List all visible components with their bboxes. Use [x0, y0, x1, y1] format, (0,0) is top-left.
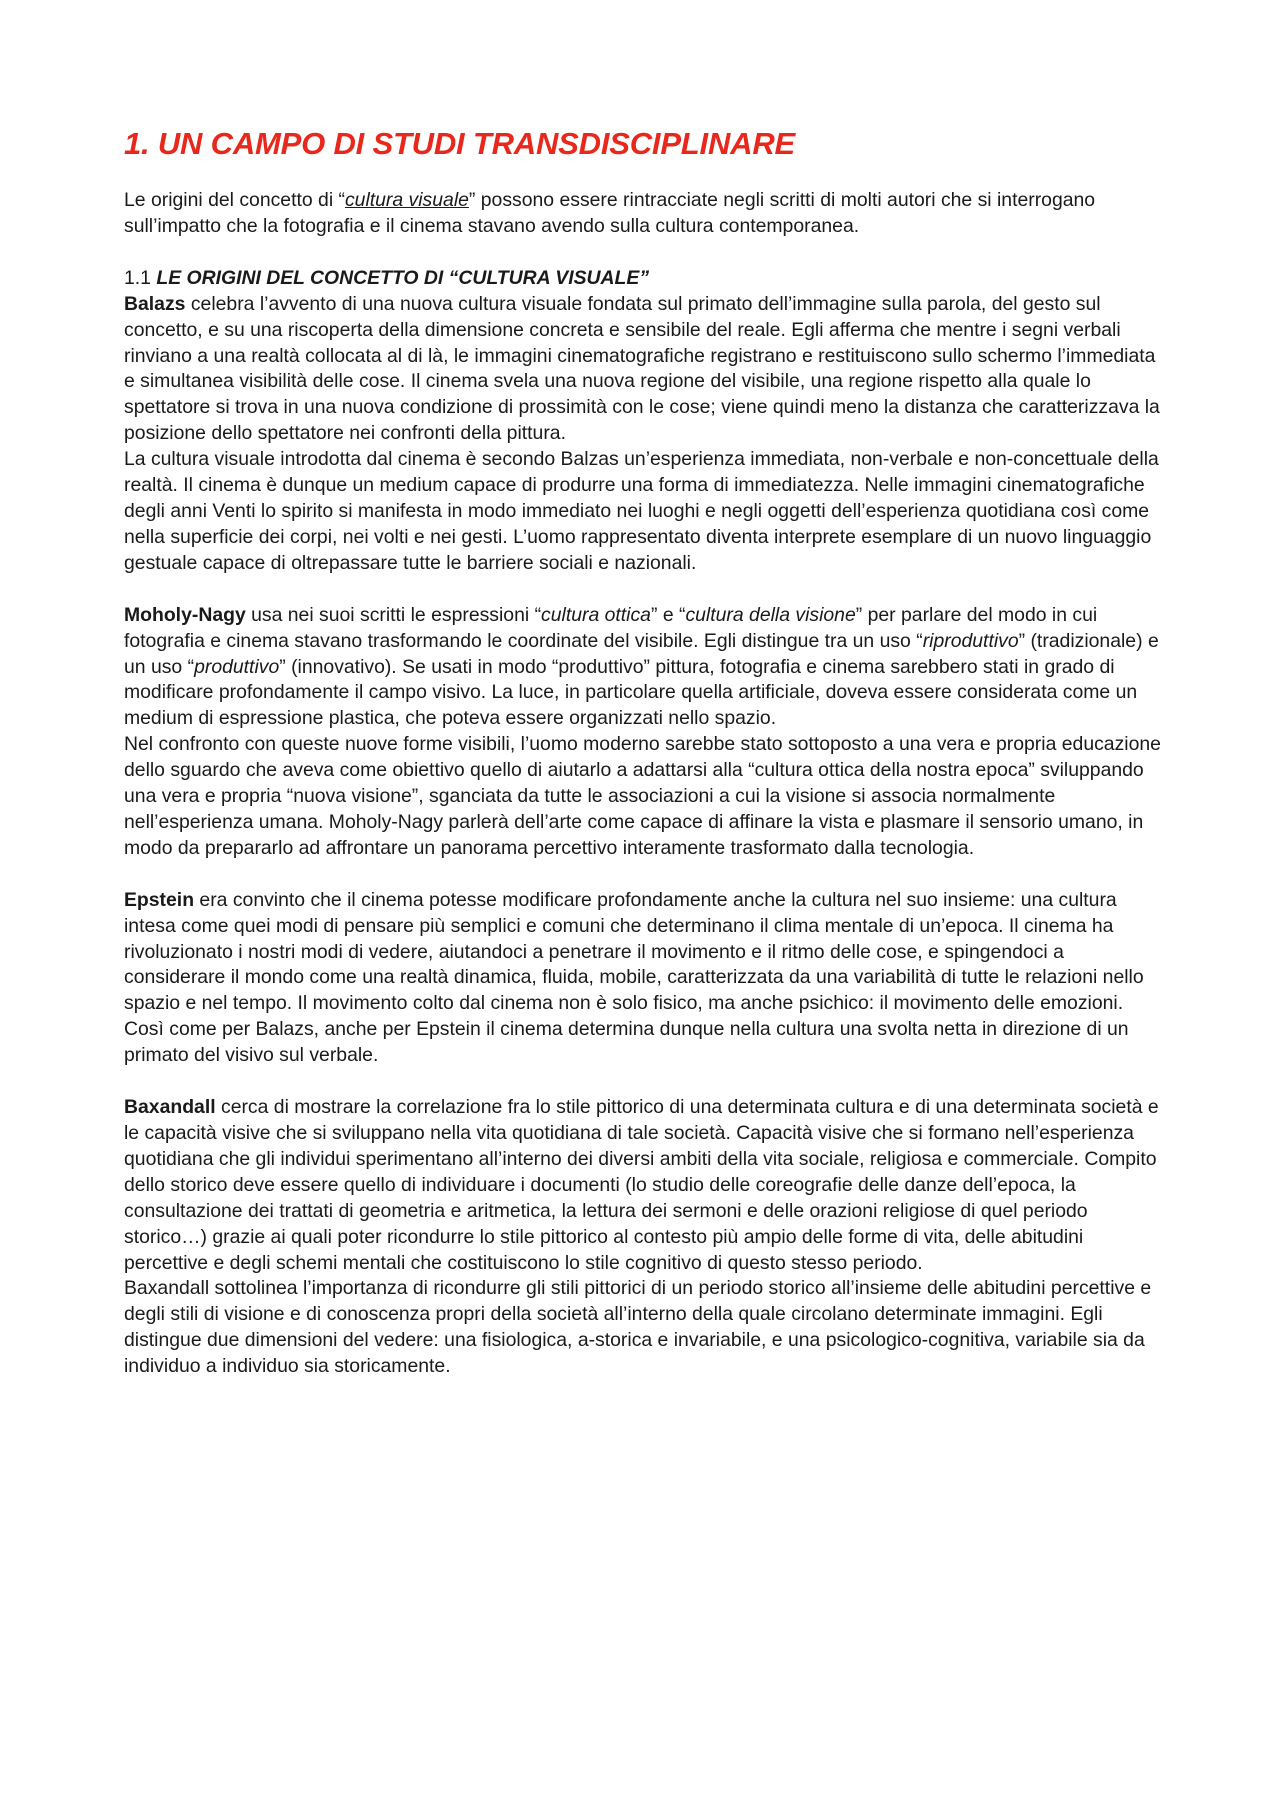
- moholy-term-1: cultura ottica: [541, 603, 651, 626]
- author-name-baxandall: Baxandall: [124, 1096, 216, 1119]
- epstein-text-1: era convinto che il cinema potesse modificare profondamente anche la cultura nel suo insieme: una cultura intesa come quei modi di pensare più semplici e comuni che determinano il clima mentale di un’epoca. Il cinema ha rivoluzionato i nostri modi di vedere, aiutandoci a penetrare il movimento e il ritmo delle cose, e spingendoci a considerare il mondo come una realtà dinamica, fluida, mobile, caratterizzata da una variabilità di tutte le relazioni nello spazio e nel tempo. Il movimento colto dal cinema non è solo fisico, ma anche psichico: il movimento delle emozioni.: [124, 888, 1144, 1015]
- spacer: [124, 240, 1164, 266]
- chapter-title: 1. UN CAMPO DI STUDI TRANSDISCIPLINARE: [124, 126, 795, 161]
- moholy-text-s2: ” e “: [650, 603, 686, 626]
- epstein-paragraph-2: Così come per Balazs, anche per Epstein il cinema determina dunque nella cultura una svolta netta in direzione di un primato del visivo sul verbale.: [124, 1018, 1129, 1067]
- moholy-paragraph-1: [124, 603, 1164, 733]
- intro-text-before: Le origini del concetto di “: [124, 189, 345, 211]
- section-number: 1.1: [124, 266, 157, 289]
- balazs-paragraph-2: La cultura visuale introdotta dal cinema è secondo Balzas un’esperienza immediata, non-verbale e non-concettuale della realtà. Il cinema è dunque un medium capace di produrre una forma di immediatezza. Nelle immagini cinematografiche degli anni Venti lo spirito si manifesta in modo immediato nei luoghi e negli oggetti dell’esperienza quotidiana così come nella superficie dei corpi, nei volti e nei gesti. L’uomo rappresentato diventa interprete esemplare di un nuovo linguaggio gestuale capace di oltrepassare tutte le barriere sociali e nazionali.: [124, 448, 1159, 574]
- moholy-paragraph-2: Nel confronto con queste nuove forme visibili, l’uomo moderno sarebbe stato sottoposto a una vera e propria educazione dello sguardo che aveva come obiettivo quello di aiutarlo a adattarsi alla “cultura ottica della nostra epoca” sviluppando una vera e propria “nuova visione”, sganciata da tutte le associazioni a cui la visione si associa normalmente nell’esperienza umana. Moholy-Nagy parlerà dell’arte come capace di affinare la vista e plasmare il sensorio umano, in modo da prepararlo ad affrontare un panorama percettivo interamente trasformato dalla tecnologia.: [124, 733, 1161, 859]
- spacer: [124, 577, 1164, 603]
- moholy-term-3: riproduttivo: [922, 629, 1019, 652]
- author-name-balazs: Balazs: [124, 292, 186, 315]
- section-heading-text: LE ORIGINI DEL CONCETTO DI “CULTURA VISUALE”: [156, 266, 650, 289]
- author-name-moholy-nagy: Moholy-Nagy: [124, 603, 246, 626]
- balazs-text-1: celebra l’avvento di una nuova cultura visuale fondata sul primato dell’immagine sulla parola, del gesto sul concetto, e su una riscoperta della dimensione concreta e sensibile del reale. Egli afferma che mentre i segni verbali rinviano a una realtà collocata al di là, le immagini cinematografiche registrano e restituiscono sullo schermo l’immediata e simultanea visibilità delle cose. Il cinema svela una nuova regione del visibile, una regione rispetto alla quale lo spettatore si trova in una nuova condizione di prossimità con le cose; viene quindi meno la distanza che caratterizzava la posizione dello spettatore nei confronti della pittura.: [124, 292, 1160, 445]
- intro-paragraph: [124, 188, 1164, 240]
- moholy-text-s1: usa nei suoi scritti le espressioni “: [245, 603, 542, 626]
- spacer: [124, 862, 1164, 888]
- moholy-term-2: cultura della visione: [685, 603, 856, 626]
- document-page: [124, 124, 1164, 1380]
- section-heading: [124, 266, 1164, 292]
- moholy-term-4: produttivo: [194, 655, 280, 678]
- intro-term: cultura visuale: [344, 189, 469, 211]
- moholy-text-s4: ” (tradizionale) e un uso “: [124, 629, 1159, 678]
- author-name-epstein: Epstein: [124, 888, 195, 911]
- moholy-text-s5: ” (innovativo). Se usati in modo “produttivo” pittura, fotografia e cinema sarebbero stati in grado di modificare profondamente il campo visivo. La luce, in particolare quella artificiale, doveva essere considerata come un medium di espressione plastica, che poteva essere organizzati nello spazio.: [124, 655, 1138, 730]
- baxandall-paragraph-2: Baxandall sottolinea l’importanza di ricondurre gli stili pittorici di un periodo storico all’insieme delle abitudini percettive e degli stili di visione e di conoscenza propri della società all’interno della quale circolano determinate immagini. Egli distingue due dimensioni del vedere: una fisiologica, a-storica e invariabile, e una psicologico-cognitiva, variabile sia da individuo a individuo sia storicamente.: [124, 1277, 1152, 1378]
- spacer: [124, 1069, 1164, 1095]
- baxandall-paragraph-1: [124, 1095, 1164, 1276]
- intro-text-after: ” possono essere rintracciate negli scritti di molti autori che si interrogano sull’impatto che la fotografia e il cinema stavano avendo sulla cultura contemporanea.: [124, 189, 1096, 237]
- baxandall-text-1: cerca di mostrare la correlazione fra lo stile pittorico di una determinata cultura e di una determinata società e le capacità visive che si sviluppano nella vita quotidiana di tale società. Capacità visive che si formano nell’esperienza quotidiana che gli individui sperimentano all’interno dei diversi ambiti della vita sociale, religiosa e commerciale. Compito dello storico deve essere quello di individuare i documenti (lo studio delle coreografie delle danze dell’epoca, la consultazione dei trattati di geometria e aritmetica, la lettura dei sermoni e delle orazioni religiose di quel periodo storico…) grazie ai quali poter ricondurre lo stile pittorico al contesto più ampio delle forme di vita, delle abitudini percettive e degli schemi mentali che costituiscono lo stile cognitivo di questo stesso periodo.: [124, 1096, 1159, 1274]
- balazs-paragraph-1: [124, 292, 1164, 447]
- epstein-paragraph-1: [124, 888, 1164, 1018]
- moholy-text-s3: ” per parlare del modo in cui fotografia e cinema stavano trasformando le coordinate del visibile. Egli distingue tra un uso “: [124, 603, 1098, 652]
